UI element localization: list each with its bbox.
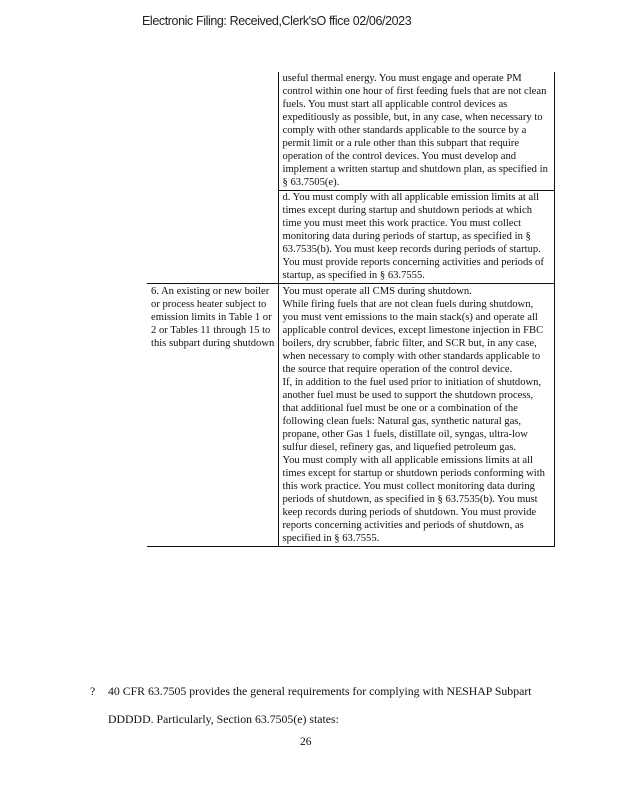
table-row <box>147 72 554 191</box>
footnote-mark: ? <box>90 684 96 698</box>
shutdown-paragraph-1: You must operate all CMS during shutdown. <box>282 286 472 297</box>
table-cell-startup-text: useful thermal energy. You must engage and operate PM control within one hour of first feeding fuels that are not clean fuels. You must start all applicable control devices as expeditiously as possible, but, in any case, when necessary to comply with other standards applicable to the source by a permit limit or a rule other than this subpart that require operation of the control devices. You must develop and implement a written startup and shutdown plan, as specified in § 63.7505(e). <box>278 72 554 191</box>
shutdown-paragraph-2: While firing fuels that are not clean fuels during shutdown, you must vent emissions to the main stack(s) and operate all applicable control devices, except limestone injection in FBC boilers, dry scrubber, fabric filter, and SCR but, in any case, when necessary to comply with other standards applicable to the source that require operation of the control device. <box>282 299 544 375</box>
body-line-2: DDDDD. Particularly, Section 63.7505(e) states: <box>108 712 339 726</box>
filing-header: Electronic Filing: Received,Clerk'sO ffice 02/06/2023 <box>142 14 412 28</box>
work-practice-table <box>147 72 555 547</box>
body-line-1: 40 CFR 63.7505 provides the general requirements for complying with NESHAP Subpart <box>108 684 532 698</box>
table-row <box>147 191 554 284</box>
table-cell-empty <box>147 72 278 191</box>
page-number: 26 <box>300 736 312 748</box>
table-cell-shutdown-label: 6. An existing or new boiler or process heater subject to emission limits in Table 1 or 2 or Tables 11 through 15 to this subpart during shutdown <box>147 284 278 547</box>
table-cell-startup-d: d. You must comply with all applicable emission limits at all times except during startup and shutdown periods at which time you must meet this work practice. You must collect monitoring data during periods of startup, as specified in § 63.7535(b). You must keep records during periods of startup. You must provide reports concerning activities and periods of startup, as specified in § 63.7555. <box>278 191 554 284</box>
table-row <box>147 284 554 547</box>
shutdown-paragraph-4: You must comply with all applicable emissions limits at all times except for startup or shutdown periods conforming with this work practice. You must collect monitoring data during periods of shutdown, as specified in § 63.7535(b). You must keep records during periods of shutdown. You must provide reports concerning activities and periods of shutdown, as specified in § 63.7555. <box>282 455 545 544</box>
table-cell-empty <box>147 191 278 284</box>
shutdown-paragraph-3: If, in addition to the fuel used prior to initiation of shutdown, another fuel must be used to support the shutdown process, that additional fuel must be one or a combination of the following clean fuels: Natural gas, synthetic natural gas, propane, other Gas 1 fuels, distillate oil, syngas, ultra-low sulfur diesel, refinery gas, and liquefied petroleum gas. <box>282 377 542 453</box>
table-cell-shutdown-text <box>278 284 554 547</box>
